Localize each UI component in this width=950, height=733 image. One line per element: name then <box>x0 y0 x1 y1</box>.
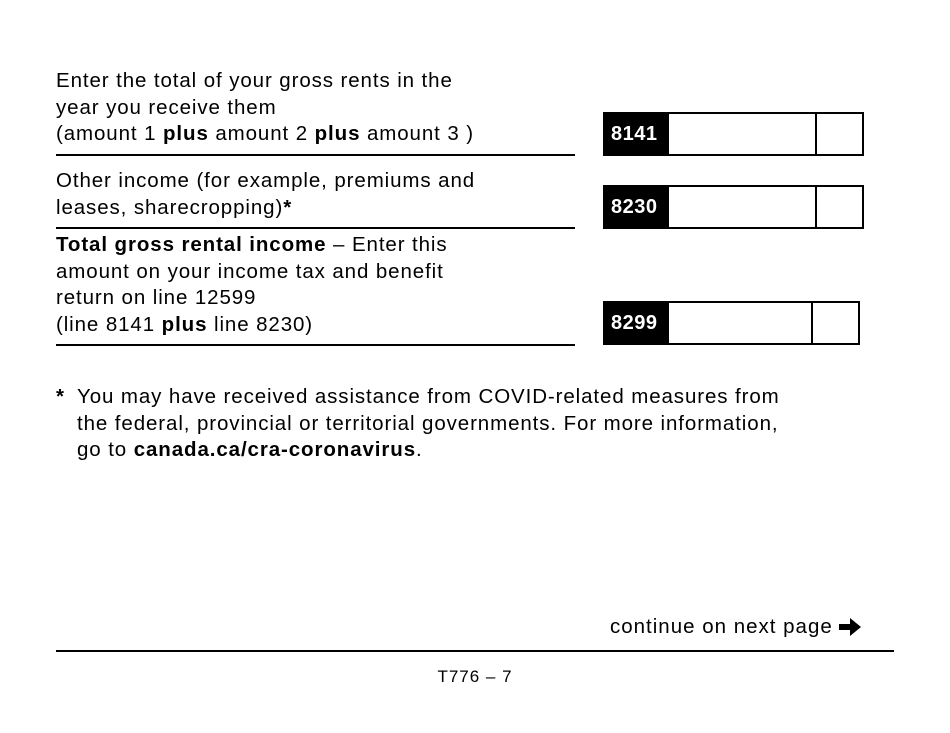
arrow-right-icon <box>837 616 863 638</box>
cents-8299-input[interactable] <box>813 303 858 343</box>
row-line: (line 8141 plus line 8230) <box>56 312 314 336</box>
footnote-line: You may have received assistance from COVID-related measures from <box>77 385 780 408</box>
cra-coronavirus-link[interactable]: canada.ca/cra-coronavirus <box>133 438 416 461</box>
amount-8230-input[interactable] <box>669 187 815 227</box>
footnote-star: * <box>56 385 65 408</box>
row-line: Total gross rental income – Enter this <box>56 233 448 256</box>
amount-8230-wrapper <box>669 187 817 227</box>
row-line: Enter the total of your gross rents in the <box>56 69 453 92</box>
cents-8230-wrapper <box>817 187 862 227</box>
cents-8141-wrapper <box>817 114 862 154</box>
gross-rents-description <box>56 68 575 156</box>
footnote-marker: * <box>283 195 293 219</box>
row-line: return on line 12599 <box>56 286 257 309</box>
row-line: year you receive them <box>56 95 277 119</box>
continue-text: continue on next page <box>610 615 833 638</box>
cents-8230-input[interactable] <box>817 187 862 227</box>
continue-on-next-page <box>610 615 863 639</box>
row-line: amount on your income tax and benefit <box>56 259 444 283</box>
cents-8299-wrapper <box>813 303 858 343</box>
other-income-description <box>56 168 575 229</box>
line-code-8230: 8230 <box>605 187 669 227</box>
amount-8141-input[interactable] <box>669 114 815 154</box>
line-8141-field <box>603 112 864 156</box>
page-number: T776 – 7 <box>437 667 513 686</box>
line-8299-field <box>603 301 860 345</box>
line-code-8141: 8141 <box>605 114 669 154</box>
footer-divider <box>56 650 894 652</box>
line-code-8299: 8299 <box>605 303 669 343</box>
row-line: (amount 1 plus amount 2 plus amount 3 ) <box>56 122 474 145</box>
cents-8141-input[interactable] <box>817 114 862 154</box>
covid-footnote <box>56 384 916 464</box>
amount-8141-wrapper <box>669 114 817 154</box>
row-line: Other income (for example, premiums and <box>56 169 476 192</box>
amount-8299-wrapper <box>669 303 813 343</box>
row-line: leases, sharecropping)* <box>56 195 293 219</box>
footnote-line: the federal, provincial or territorial governments. For more information, <box>77 411 779 435</box>
amount-8299-input[interactable] <box>669 303 811 343</box>
line-8230-field <box>603 185 864 229</box>
total-gross-rental-income-description <box>56 232 575 346</box>
footnote-line: go to canada.ca/cra-coronavirus. <box>77 438 423 461</box>
